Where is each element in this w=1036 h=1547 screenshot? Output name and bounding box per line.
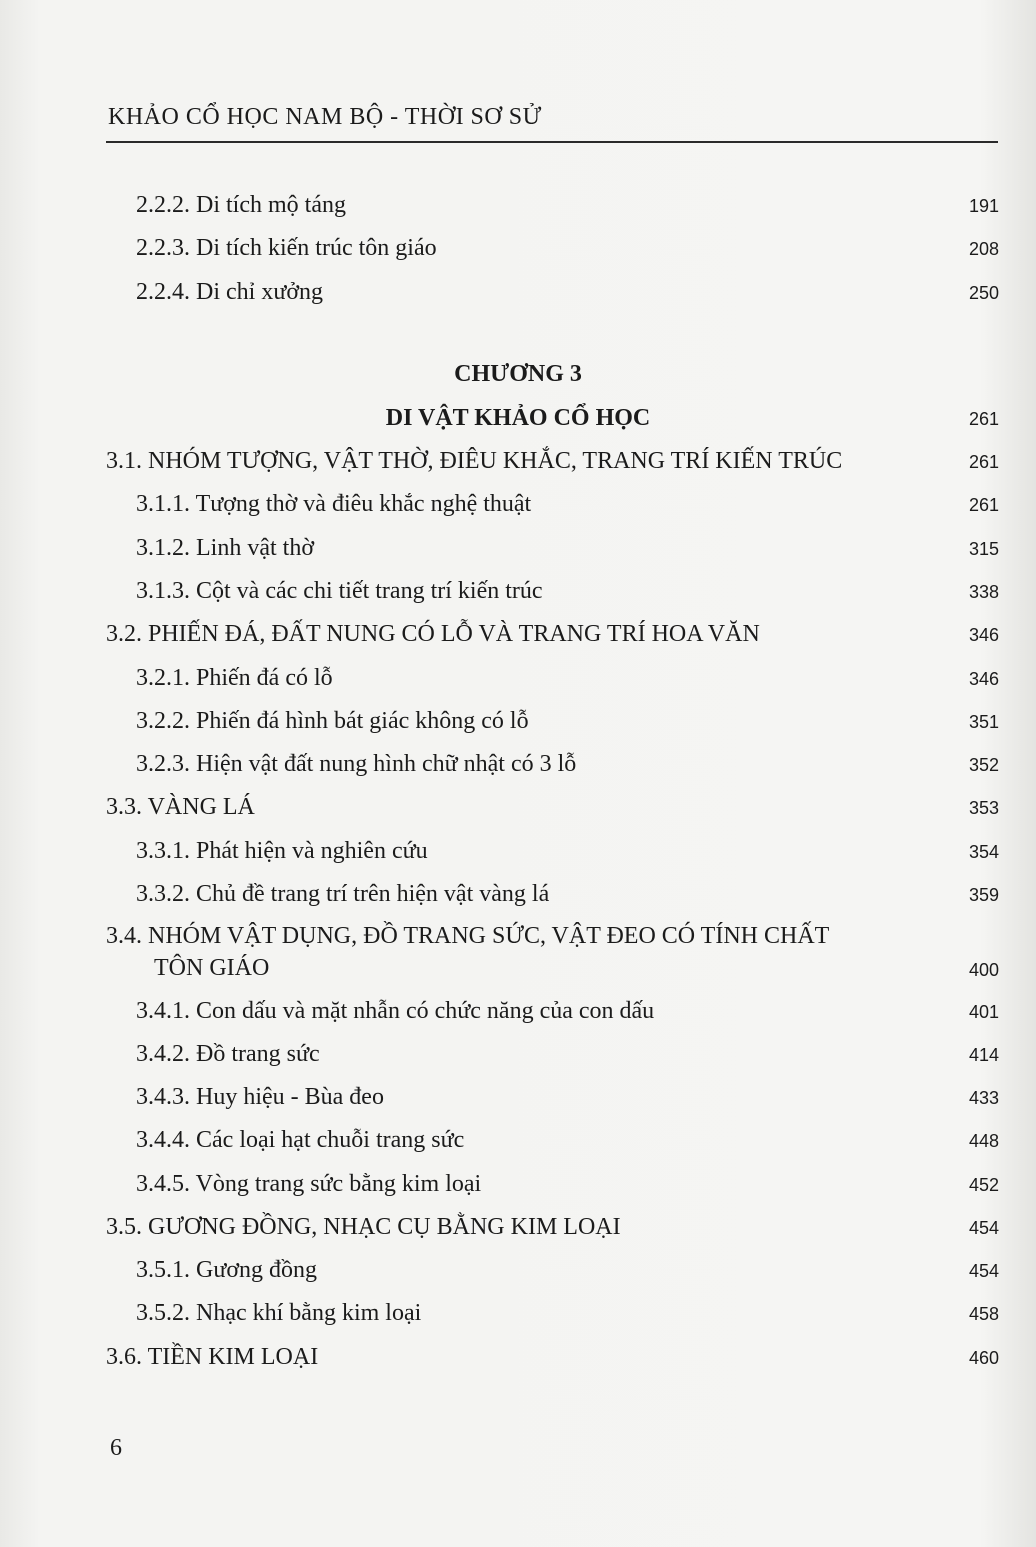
toc-entry-label: 3.1.2. Linh vật thờ xyxy=(136,535,315,561)
toc-entry[interactable] xyxy=(0,1084,1036,1118)
toc-entry[interactable] xyxy=(0,235,1036,269)
toc-entry-page: 448 xyxy=(968,1131,999,1151)
toc-entry-page: 250 xyxy=(968,283,999,303)
toc-entry-page: 352 xyxy=(968,755,999,775)
toc-entry-page: 458 xyxy=(968,1304,999,1324)
toc-entry-page: 261 xyxy=(968,452,999,472)
toc-entry[interactable] xyxy=(0,491,1036,525)
toc-section[interactable] xyxy=(0,448,1036,482)
toc-entry-label: 3.4. NHÓM VẬT DỤNG, ĐỒ TRANG SỨC, VẬT ĐEO CÓ TÍNH CHẤT xyxy=(106,923,830,949)
toc-entry-page: 400 xyxy=(968,960,999,980)
toc-entry[interactable] xyxy=(0,708,1036,742)
toc-entry-label: 2.2.4. Di chỉ xưởng xyxy=(136,279,324,305)
chapter-number: CHƯƠNG 3 xyxy=(454,361,582,387)
toc-entry-label: 3.5.1. Gương đồng xyxy=(136,1257,318,1283)
toc-entry-page: 359 xyxy=(968,885,999,905)
toc-entry[interactable] xyxy=(0,578,1036,612)
toc-entry-page: 460 xyxy=(968,1348,999,1368)
toc-entry[interactable] xyxy=(0,881,1036,915)
toc-entry-label-continuation: TÔN GIÁO xyxy=(154,955,270,981)
chapter-heading[interactable] xyxy=(0,405,1036,439)
toc-entry[interactable] xyxy=(0,535,1036,569)
toc-entry-page: 261 xyxy=(968,495,999,515)
toc-entry[interactable] xyxy=(0,751,1036,785)
toc-entry-label: 3.4.5. Vòng trang sức bằng kim loại xyxy=(136,1171,482,1197)
running-header: KHẢO CỔ HỌC NAM BỘ - THỜI SƠ SỬ xyxy=(108,104,542,130)
toc-entry[interactable] xyxy=(0,1257,1036,1291)
toc-entry-page: 261 xyxy=(968,409,999,429)
toc-entry-page: 346 xyxy=(968,625,999,645)
header-rule xyxy=(106,141,998,143)
toc-entry-label: 3.2.2. Phiến đá hình bát giác không có lỗ xyxy=(136,708,529,734)
toc-entry-page: 353 xyxy=(968,798,999,818)
toc-entry-label: 3.4.1. Con dấu và mặt nhẫn có chức năng của con dấu xyxy=(136,998,655,1024)
toc-entry[interactable] xyxy=(0,838,1036,872)
page-number: 6 xyxy=(110,1435,122,1461)
toc-entry-label: 3.4.3. Huy hiệu - Bùa đeo xyxy=(136,1084,384,1110)
toc-entry-label: 3.4.4. Các loại hạt chuỗi trang sức xyxy=(136,1127,465,1153)
toc-section[interactable] xyxy=(0,1344,1036,1378)
toc-entry-page: 315 xyxy=(968,539,999,559)
toc-section[interactable] xyxy=(0,621,1036,655)
toc-section[interactable] xyxy=(0,1214,1036,1248)
toc-entry[interactable] xyxy=(0,665,1036,699)
toc-entry[interactable] xyxy=(0,279,1036,313)
toc-entry-page: 401 xyxy=(968,1002,999,1022)
toc-entry-label: 3.5. GƯƠNG ĐỒNG, NHẠC CỤ BẰNG KIM LOẠI xyxy=(106,1214,621,1240)
toc-entry-label: 3.5.2. Nhạc khí bằng kim loại xyxy=(136,1300,422,1326)
toc-entry-page: 191 xyxy=(968,196,999,216)
toc-entry-page: 433 xyxy=(968,1088,999,1108)
toc-entry-page: 454 xyxy=(968,1261,999,1281)
toc-entry-label: 3.1.3. Cột và các chi tiết trang trí kiến trúc xyxy=(136,578,543,604)
toc-entry-label: 3.6. TIỀN KIM LOẠI xyxy=(106,1344,319,1370)
toc-entry-label: 3.1.1. Tượng thờ và điêu khắc nghệ thuật xyxy=(136,491,532,517)
toc-entry-label: 2.2.2. Di tích mộ táng xyxy=(136,192,346,218)
toc-entry-page: 414 xyxy=(968,1045,999,1065)
toc-entry-label: 3.2.1. Phiến đá có lỗ xyxy=(136,665,333,691)
chapter-title: DI VẬT KHẢO CỔ HỌC xyxy=(385,405,651,431)
toc-entry-label: 3.3. VÀNG LÁ xyxy=(106,794,255,820)
toc-entry-label: 3.4.2. Đồ trang sức xyxy=(136,1041,320,1067)
toc-section[interactable] xyxy=(0,923,1036,989)
toc-section[interactable] xyxy=(0,794,1036,828)
toc-entry[interactable] xyxy=(0,192,1036,226)
toc-entry-label: 2.2.3. Di tích kiến trúc tôn giáo xyxy=(136,235,437,261)
toc-entry-page: 351 xyxy=(968,712,999,732)
toc-entry[interactable] xyxy=(0,1171,1036,1205)
toc-entry-page: 208 xyxy=(968,239,999,259)
toc-entry-page: 346 xyxy=(968,669,999,689)
toc-entry[interactable] xyxy=(0,1127,1036,1161)
toc-entry[interactable] xyxy=(0,1041,1036,1075)
toc-entry-page: 454 xyxy=(968,1218,999,1238)
toc-entry-label: 3.1. NHÓM TƯỢNG, VẬT THỜ, ĐIÊU KHẮC, TRANG TRÍ KIẾN TRÚC xyxy=(106,448,843,474)
toc-entry-label: 3.3.1. Phát hiện và nghiên cứu xyxy=(136,838,428,864)
toc-entry-page: 452 xyxy=(968,1175,999,1195)
toc-entry-page: 354 xyxy=(968,842,999,862)
toc-entry-page: 338 xyxy=(968,582,999,602)
toc-entry[interactable] xyxy=(0,998,1036,1032)
toc-entry[interactable] xyxy=(0,1300,1036,1334)
toc-entry-label: 3.3.2. Chủ đề trang trí trên hiện vật vàng lá xyxy=(136,881,550,907)
toc-entry-label: 3.2. PHIẾN ĐÁ, ĐẤT NUNG CÓ LỖ VÀ TRANG TRÍ HOA VĂN xyxy=(106,621,760,647)
toc-entry-label: 3.2.3. Hiện vật đất nung hình chữ nhật có 3 lỗ xyxy=(136,751,577,777)
